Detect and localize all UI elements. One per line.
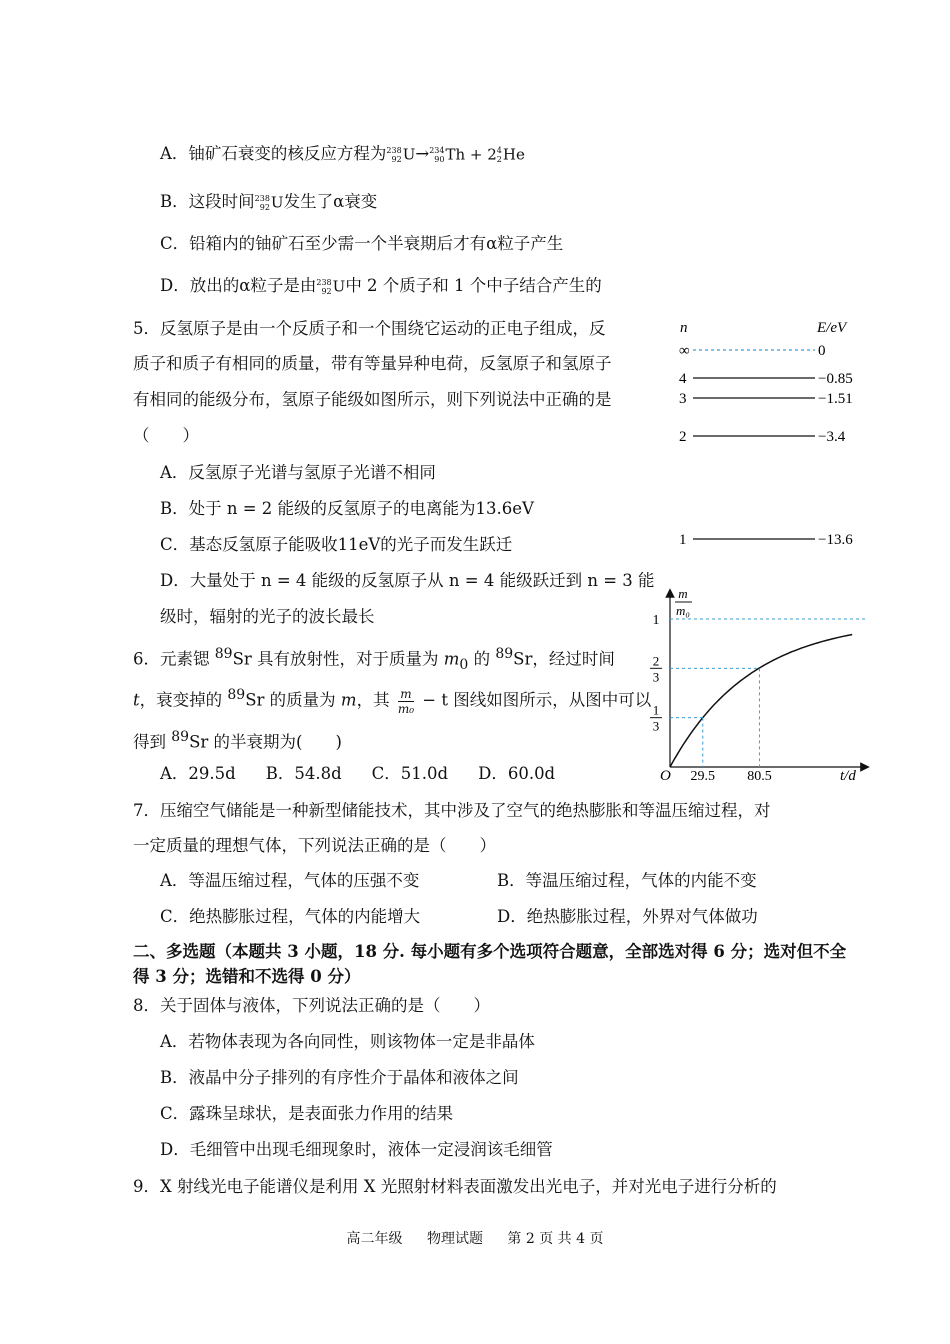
decay-chart-origin: O xyxy=(660,768,671,784)
isotope-he4: 4 2 xyxy=(496,145,502,164)
energy-level-n-4: 1 xyxy=(679,532,687,548)
energy-level-n-1: 4 xyxy=(679,371,687,387)
decay-y-tick-den-2: 3 xyxy=(652,718,660,734)
footer-page-number: 第 2 页 共 4 页 xyxy=(507,1231,604,1247)
q9-stem: 9．X 射线光电子能谱仪是利用 X 光照射材料表面激发出光电子，并对光电子进行分析的 xyxy=(133,1177,777,1196)
q4-option-b: B．这段时间 238 92 U发生了α衰变 xyxy=(160,192,378,212)
footer-grade: 高二年级 xyxy=(346,1231,403,1247)
page-footer xyxy=(0,1228,950,1248)
section-2-heading-line-1: 二、多选题（本题共 3 小题，18 分. 每小题有多个选项符合题意，全部选对得 6 分；选对但不全 xyxy=(133,942,847,961)
q8-option-c: C．露珠呈球状，是表面张力作用的结果 xyxy=(160,1104,454,1123)
q6-option-c: C．51.0d xyxy=(371,764,449,783)
energy-level-value-2: −1.51 xyxy=(818,391,853,407)
q6-options xyxy=(160,763,555,785)
q5-option-b: B．处于 n = 2 能级的反氢原子的电离能为13.6eV xyxy=(160,499,534,518)
q6-option-a: A．29.5d xyxy=(160,764,236,783)
energy-level-diagram xyxy=(665,312,870,557)
decay-y-tick-0: 1 xyxy=(652,613,660,628)
q7-option-b: B．等温压缩过程，气体的内能不变 xyxy=(497,871,757,890)
q7-stem-line-1: 7．压缩空气储能是一种新型储能技术，其中涉及了空气的绝热膨胀和等温压缩过程，对 xyxy=(133,801,771,820)
q4-option-c: C．铅箱内的铀矿石至少需一个半衰期后才有α粒子产生 xyxy=(160,234,564,253)
mass-ratio-fraction: $\frac{m}{\text{m₀}}$ xyxy=(397,686,415,716)
q7-option-a: A．等温压缩过程，气体的压强不变 xyxy=(160,871,420,890)
q8-option-d: D．毛细管中出现毛细现象时，液体一定浸润该毛细管 xyxy=(160,1140,553,1159)
energy-diagram-n-label: n xyxy=(680,320,688,336)
energy-level-value-1: −0.85 xyxy=(818,371,853,387)
energy-diagram-e-label: E/eV xyxy=(817,320,847,336)
isotope-u238: 238 92 xyxy=(316,277,332,296)
decay-chart-y-label-num: m xyxy=(678,586,688,601)
q6-option-d: D．60.0d xyxy=(478,764,556,783)
q6-stem-line-2: t，衰变掉的 $^{89}$Sr 的质量为 m，其 $\frac{m}{\text{m₀}}$ − t 图线如图所示，从图中可以 xyxy=(133,686,652,716)
decay-chart-x-label: t/d xyxy=(840,768,856,784)
decay-curve xyxy=(670,635,852,768)
q8-option-a: A．若物体表现为各向同性，则该物体一定是非晶体 xyxy=(160,1032,535,1051)
q5-option-a: A．反氢原子光谱与氢原子光谱不相同 xyxy=(160,463,436,482)
q4-option-d: D．放出的α粒子是由 238 92 U中 2 个质子和 1 个中子结合产生的 xyxy=(160,276,602,296)
decay-chart xyxy=(640,585,870,790)
q5-option-d-line-2: 级时，辐射的光子的波长最长 xyxy=(160,607,375,626)
decay-y-tick-num-1: 2 xyxy=(652,653,660,669)
decay-y-tick-den-1: 3 xyxy=(652,669,660,685)
isotope-u238: 238 92 xyxy=(254,193,270,212)
isotope-th234: 234 90 xyxy=(429,145,445,164)
energy-level-n-2: 3 xyxy=(679,391,687,407)
q6-stem-line-3: 得到 $^{89}$Sr 的半衰期为( ) xyxy=(133,729,342,752)
q4-option-a: A．铀矿石衰变的核反应方程为 238 92 U→ 234 90 Th + 2 4 2 He xyxy=(160,144,525,164)
decay-x-tick-1: 80.5 xyxy=(747,769,772,784)
q7-option-d: D．绝热膨胀过程，外界对气体做功 xyxy=(497,907,758,926)
q7-option-c: C．绝热膨胀过程，气体的内能增大 xyxy=(160,907,421,926)
q5-stem-line-1: 5．反氢原子是由一个反质子和一个围绕它运动的正电子组成，反 xyxy=(133,319,606,338)
energy-level-n-3: 2 xyxy=(679,429,687,445)
footer-subject: 物理试题 xyxy=(426,1231,483,1247)
q8-option-b: B．液晶中分子排列的有序性介于晶体和液体之间 xyxy=(160,1068,519,1087)
decay-chart-y-label-den: m₀ xyxy=(676,603,690,618)
q5-stem-line-4: （ ） xyxy=(133,426,199,445)
energy-level-value-0: 0 xyxy=(818,343,826,359)
section-2-heading-line-2: 得 3 分；选错和不选得 0 分） xyxy=(133,967,361,986)
q6-stem-line-1: 6．元素锶 $^{89}$Sr 具有放射性，对于质量为 $m_0$ 的 $^{89}$Sr，经过时间 xyxy=(133,646,615,673)
decay-y-tick-num-2: 1 xyxy=(652,702,660,718)
q6-option-b: B．54.8d xyxy=(265,764,342,783)
q8-stem: 8．关于固体与液体，下列说法正确的是（ ） xyxy=(133,996,490,1015)
q5-option-d-line-1: D．大量处于 n = 4 能级的反氢原子从 n = 4 能级跃迁到 n = 3 能 xyxy=(160,571,655,590)
q7-stem-line-2: 一定质量的理想气体，下列说法正确的是（ ） xyxy=(133,836,496,855)
q5-stem-line-2: 质子和质子有相同的质量，带有等量异种电荷，反氢原子和氢原子 xyxy=(133,354,612,373)
energy-level-value-3: −3.4 xyxy=(818,429,846,445)
energy-level-n-0: ∞ xyxy=(679,343,690,359)
decay-x-tick-0: 29.5 xyxy=(690,769,716,784)
q5-stem-line-3: 有相同的能级分布，氢原子能级如图所示，则下列说法中正确的是 xyxy=(133,390,612,409)
energy-level-value-4: −13.6 xyxy=(818,532,853,548)
isotope-u238: 238 92 xyxy=(386,145,402,164)
q5-option-c: C．基态反氢原子能吸收11eV的光子而发生跃迁 xyxy=(160,535,513,554)
